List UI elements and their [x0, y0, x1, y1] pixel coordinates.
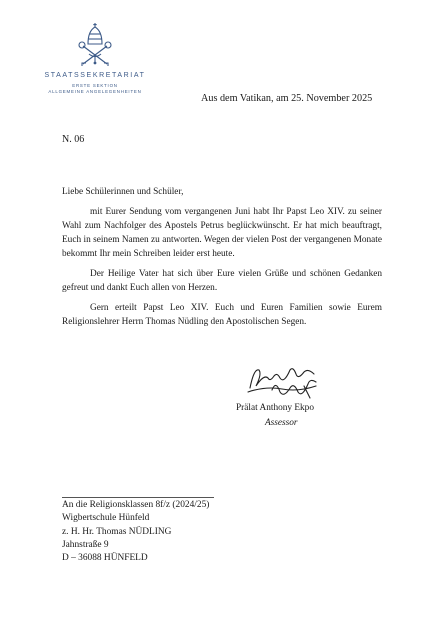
papal-coat-of-arms-icon — [75, 22, 115, 68]
recipient-address — [62, 497, 214, 565]
handwritten-signature-icon — [244, 362, 326, 402]
address-line: Wigbertschule Hünfeld — [62, 513, 150, 524]
letterhead — [30, 22, 160, 95]
address-line: z. H. Hr. Thomas NÜDLING — [62, 526, 172, 537]
paragraph-1: mit Eurer Sendung vom vergangenen Juni habt Ihr Papst Leo XIV. zu seiner Wahl zum Nachfolger des Apostels Petrus beglückwünscht. Er hat mich beauftragt, Euch in seinem Namen zu antworten. Wegen der vielen Post der vergangenen Monate bekommt Ihr mein Schreiben leider erst heute. — [62, 207, 382, 259]
address-line: Jahnstraße 9 — [62, 539, 109, 550]
letter-body — [62, 185, 382, 336]
place-date: Aus dem Vatikan, am 25. November 2025 — [201, 93, 373, 104]
signatory-title: Assessor — [265, 418, 298, 428]
signatory-name: Prälat Anthony Ekpo — [236, 403, 314, 413]
paragraph-3: Gern erteilt Papst Leo XIV. Euch und Euren Familien sowie Eurem Religionslehrer Herrn Thomas Nüdling den Apostolischen Segen. — [62, 303, 382, 327]
address-line: An die Religionsklassen 8f/z (2024/25) — [62, 500, 210, 510]
paragraph-2: Der Heilige Vater hat sich über Eure vielen Grüße und schönen Gedanken gefreut und dankt Euch allen von Herzen. — [62, 269, 382, 293]
salutation: Liebe Schülerinnen und Schüler, — [62, 187, 184, 197]
section-line-2: ALLGEMEINE ANGELEGENHEITEN — [48, 89, 142, 94]
section-line-1: ERSTE SEKTION — [72, 83, 118, 88]
office-name: STAATSSEKRETARIAT — [44, 72, 146, 79]
document-number: N. 06 — [62, 134, 85, 145]
section-name — [30, 83, 160, 95]
address-divider — [62, 497, 214, 498]
address-line: D – 36088 HÜNFELD — [62, 553, 148, 564]
